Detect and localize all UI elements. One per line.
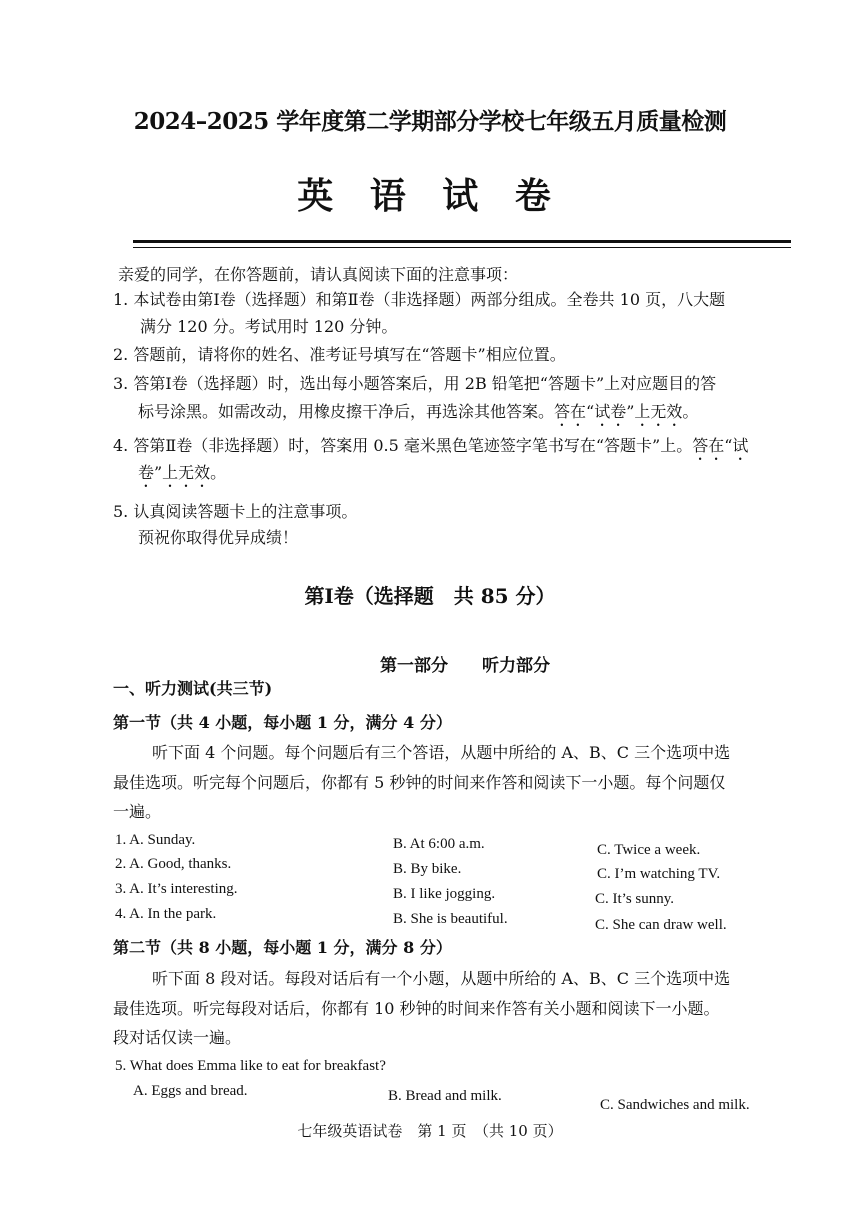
q4-option-b: B. She is beautiful. [393, 911, 508, 927]
notice-item-4 [113, 436, 748, 464]
section-2-instructions-line-1: 听下面 8 段对话。每段对话后有一个小题，从题中所给的 A、B、C 三个选项中选 [152, 969, 731, 988]
notice-item-3: 3. 答第Ⅰ卷（选择题）时，选出每小题答案后，用 2B 铅笔把“答题卡”上对应题目的答 [113, 374, 717, 393]
notice-item-5: 5. 认真阅读答题卡上的注意事项。 [113, 502, 358, 521]
notice-item-1: 1. 本试卷由第Ⅰ卷（选择题）和第Ⅱ卷（非选择题）两部分组成。全卷共 10 页，八大题 [113, 290, 726, 309]
page-footer: 七年级英语试卷 第 1 页 （共 10 页） [297, 1122, 563, 1140]
q5-stem: 5. What does Emma like to eat for breakfast? [115, 1058, 386, 1074]
q5-option-a: A. Eggs and bread. [133, 1083, 248, 1099]
exam-title: 2024–2025 学年度第二学期部分学校七年级五月质量检测 [133, 108, 727, 135]
q3-option-a: 3. A. It’s interesting. [115, 881, 238, 897]
q1-option-a: 1. A. Sunday. [115, 832, 196, 848]
q2-option-c: C. I’m watching TV. [597, 866, 721, 882]
notice-item-2: 2. 答题前，请将你的姓名、准考证号填写在“答题卡”相应位置。 [113, 345, 566, 364]
q2-option-a: 2. A. Good, thanks. [115, 856, 232, 872]
q5-option-c: C. Sandwiches and milk. [600, 1097, 750, 1113]
q4-option-c: C. She can draw well. [595, 917, 727, 933]
section-2-instructions-line-3: 段对话仅读一遍。 [113, 1028, 242, 1047]
listening-heading: 一、听力测试(共三节) [113, 679, 273, 698]
q3-option-b: B. I like jogging. [393, 886, 496, 902]
volume-1-title: 第Ⅰ卷（选择题 共 85 分） [304, 584, 556, 608]
section-2-heading: 第二节（共 8 小题，每小题 1 分，满分 8 分） [113, 938, 452, 957]
notice-intro: 亲爱的同学，在你答题前，请认真阅读下面的注意事项： [118, 265, 519, 284]
notice-item-4-cont: 卷”上无效。 [138, 463, 227, 482]
q3-option-c: C. It’s sunny. [595, 891, 675, 907]
section-1-heading: 第一节（共 4 小题，每小题 1 分，满分 4 分） [113, 713, 452, 732]
section-1-instructions-line-2: 最佳选项。听完每个问题后，你都有 5 秒钟的时间来作答和阅读下一小题。每个问题仅 [113, 773, 726, 792]
q1-option-b: B. At 6:00 a.m. [393, 836, 485, 852]
notice-item-4-emphasis: 答在“试 [692, 436, 749, 455]
header-rule-thick [133, 240, 791, 243]
notice-item-4-text: 4. 答第Ⅱ卷（非选择题）时，答案用 0.5 毫米黑色笔迹签字笔书写在“答题卡”上。 [113, 436, 693, 455]
header-rule-thin [133, 247, 791, 248]
notice-item-1-cont: 满分 120 分。考试用时 120 分钟。 [140, 317, 398, 336]
subject-title: 英 语 试 卷 [297, 175, 563, 217]
section-2-instructions-line-2: 最佳选项。听完每段对话后，你都有 10 秒钟的时间来作答有关小题和阅读下一小题。 [113, 999, 720, 1018]
q1-option-c: C. Twice a week. [597, 842, 701, 858]
part-1-title: 第一部分 听力部分 [380, 656, 550, 676]
notice-item-3-emphasis: 答在“试卷”上无效。 [554, 402, 699, 421]
q5-option-b: B. Bread and milk. [388, 1088, 502, 1104]
notice-item-3-cont [138, 402, 698, 430]
notice-wish: 预祝你取得优异成绩！ [138, 528, 299, 547]
section-1-instructions-line-1: 听下面 4 个问题。每个问题后有三个答语，从题中所给的 A、B、C 三个选项中选 [152, 743, 731, 762]
notice-item-3-text: 标号涂黑。如需改动，用橡皮擦干净后，再选涂其他答案。 [138, 402, 555, 421]
section-1-instructions-line-3: 一遍。 [113, 802, 162, 821]
q2-option-b: B. By bike. [393, 861, 462, 877]
q4-option-a: 4. A. In the park. [115, 906, 217, 922]
